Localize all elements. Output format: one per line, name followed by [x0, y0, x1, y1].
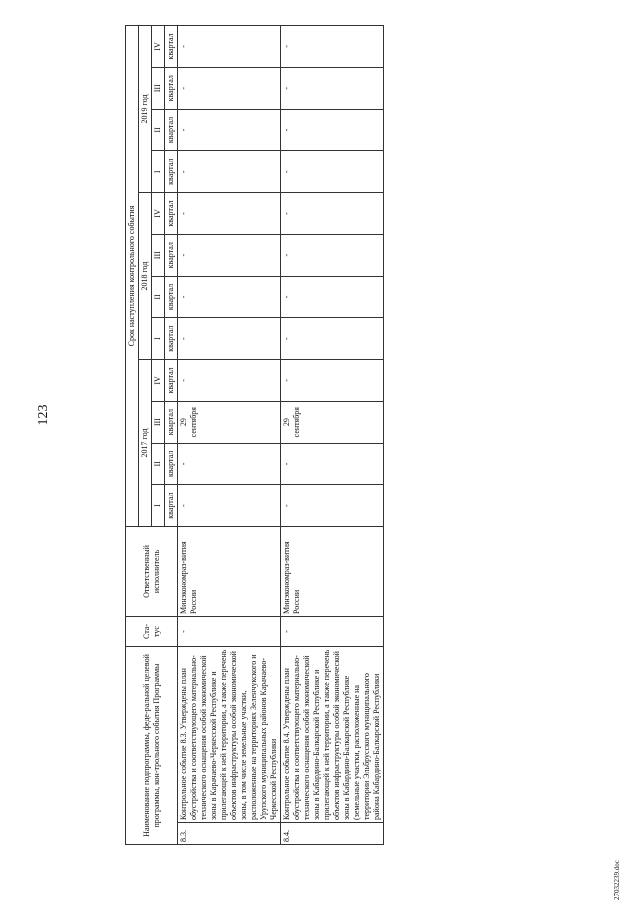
header-quarter-word: квартал	[165, 401, 178, 443]
row-status: -	[178, 616, 281, 646]
term-cell: -	[281, 151, 384, 193]
term-cell: 29 сентября	[281, 401, 384, 443]
header-quarter-word: квартал	[165, 26, 178, 68]
term-cell: -	[178, 151, 281, 193]
term-cell: -	[281, 26, 384, 68]
header-year-2017: 2017 год	[139, 360, 152, 527]
row-event-name: Контрольное событие 8.4. Утверждены план обустройства и соответствующего материально-технического оснащения особой экономической зоны в Кабардино-Балкарской Республике и прилегающей к ней территории, а также перечень объектов инфраструктуры особой экономической зоны в Кабардино-Балкарской Республике (земельные участки, расположенные на территории Эльбрусского муниципального района Кабардино-Балкарской Республики	[281, 646, 384, 822]
term-cell: -	[281, 193, 384, 235]
term-cell: 29 сентября	[178, 401, 281, 443]
term-cell: -	[178, 318, 281, 360]
row-executor: Минэкономраз-вития России	[281, 526, 384, 616]
header-quarter-num: I	[152, 151, 165, 193]
term-cell: -	[281, 109, 384, 151]
header-quarter-word: квартал	[165, 276, 178, 318]
table-row	[178, 26, 281, 845]
term-cell: -	[178, 360, 281, 402]
term-cell: -	[178, 443, 281, 485]
header-status: Ста-тус	[126, 616, 178, 646]
term-cell: -	[281, 234, 384, 276]
document-id: 27032239.doc	[613, 860, 621, 900]
term-cell: -	[178, 67, 281, 109]
term-cell: -	[281, 485, 384, 527]
header-quarter-num: III	[152, 401, 165, 443]
term-cell: -	[281, 443, 384, 485]
header-quarter-num: III	[152, 234, 165, 276]
term-cell: -	[178, 276, 281, 318]
table-row	[281, 26, 384, 845]
header-quarter-num: III	[152, 67, 165, 109]
header-quarter-num: IV	[152, 26, 165, 68]
header-quarter-word: квартал	[165, 234, 178, 276]
header-quarter-word: квартал	[165, 151, 178, 193]
header-name: Наименование подпрограммы, феде-ральной целевой программы, кон-трольного события Программы	[126, 646, 178, 844]
header-term-group: Срок наступления контрольного события	[126, 26, 139, 527]
row-executor: Минэкономраз-вития России	[178, 526, 281, 616]
rotated-table-container	[125, 25, 640, 845]
header-quarter-word: квартал	[165, 67, 178, 109]
term-cell: -	[281, 276, 384, 318]
term-cell: -	[178, 109, 281, 151]
row-status: -	[281, 616, 384, 646]
term-cell: -	[178, 234, 281, 276]
header-executor: Ответственный исполнитель	[126, 526, 178, 616]
row-number: 8.4.	[281, 823, 384, 845]
header-year-2019: 2019 год	[139, 26, 152, 193]
row-event-name: Контрольное событие 8.3. Утверждены план обустройства и соответствующего материально-технического оснащения особой экономической зоны в Карачаево-Черкесской Республике и прилегающей к ней территории, а также перечень объектов инфраструктуры особой экономической зоны, в том числе земельные участки, расположенные на территориях Зеленчукского и Урупского муниципальных районов Карачаево-Черкесской Республики	[178, 646, 281, 822]
header-quarter-num: IV	[152, 360, 165, 402]
header-quarter-num: II	[152, 276, 165, 318]
term-cell: -	[281, 318, 384, 360]
header-quarter-word: квартал	[165, 360, 178, 402]
term-cell: -	[178, 485, 281, 527]
header-quarter-word: квартал	[165, 318, 178, 360]
header-quarter-num: I	[152, 318, 165, 360]
term-cell: -	[178, 193, 281, 235]
term-cell: -	[281, 360, 384, 402]
header-quarter-num: I	[152, 485, 165, 527]
control-events-table	[125, 25, 384, 845]
term-cell: -	[178, 26, 281, 68]
header-quarter-word: квартал	[165, 193, 178, 235]
term-cell: -	[281, 67, 384, 109]
header-quarter-num: IV	[152, 193, 165, 235]
page-number: 123	[36, 404, 51, 426]
header-quarter-word: квартал	[165, 109, 178, 151]
row-number: 8.3.	[178, 823, 281, 845]
header-quarter-num: II	[152, 109, 165, 151]
header-quarter-word: квартал	[165, 443, 178, 485]
header-year-2018: 2018 год	[139, 193, 152, 360]
header-quarter-word: квартал	[165, 485, 178, 527]
header-quarter-num: II	[152, 443, 165, 485]
